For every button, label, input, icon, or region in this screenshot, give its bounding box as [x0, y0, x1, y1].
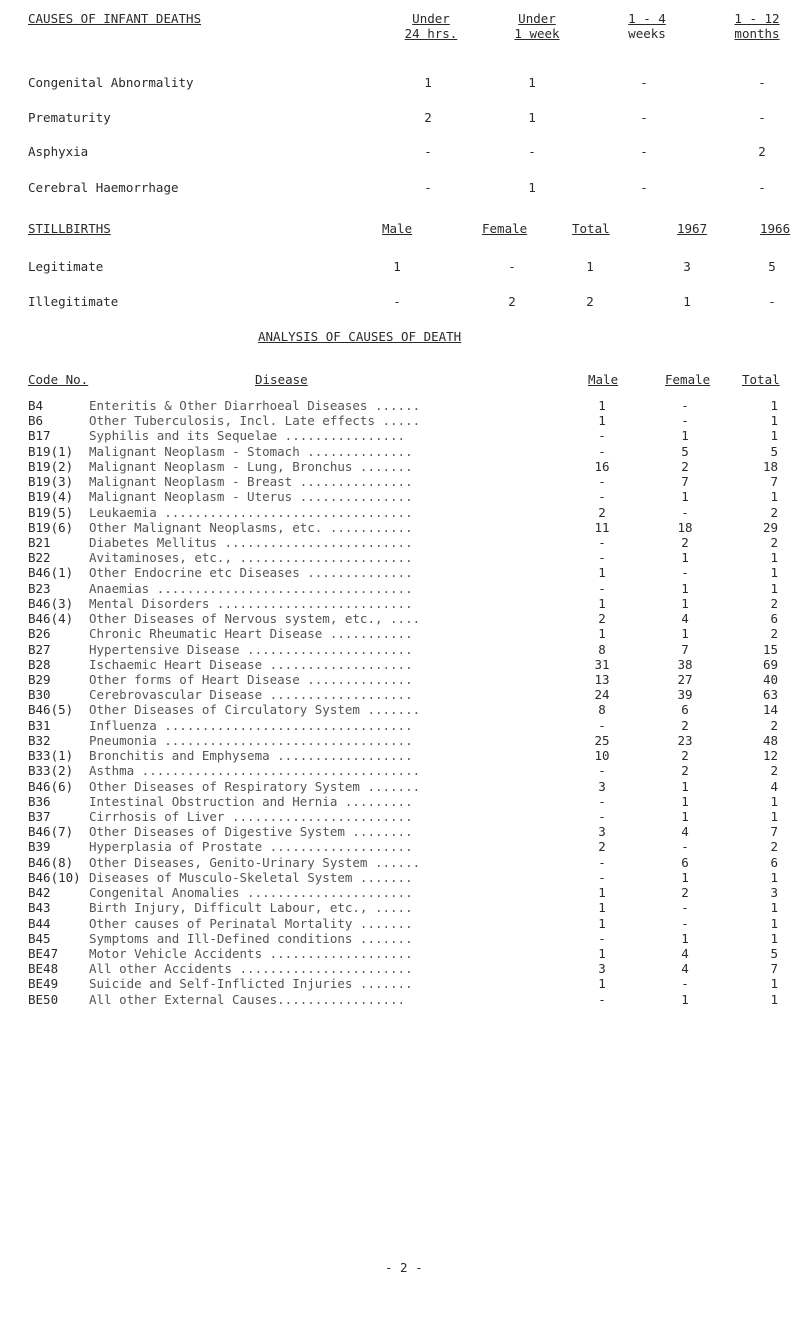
female-cell: 2	[681, 748, 689, 764]
total-cell: 48	[762, 732, 778, 748]
code-cell: B32	[28, 732, 51, 748]
male-cell: -	[598, 869, 606, 885]
disease-cell: Birth Injury, Difficult Labour, etc., .....	[89, 900, 413, 916]
table-row	[0, 992, 800, 1008]
disease-cell: Ischaemic Heart Disease ...................	[89, 656, 413, 672]
table-row	[0, 398, 800, 414]
male-cell: 2	[598, 839, 606, 855]
disease-cell: Other Diseases of Digestive System ........	[89, 824, 413, 840]
total-cell: 2	[770, 626, 778, 642]
table-row	[0, 809, 800, 825]
total-cell: 7	[770, 824, 778, 840]
total-cell: 1	[770, 915, 778, 931]
total-cell: 1	[770, 869, 778, 885]
disease-cell: Leukaemia .................................	[89, 504, 413, 520]
disease-cell: Anaemias ..................................	[89, 580, 413, 596]
female-cell: -	[681, 398, 689, 413]
table-row	[0, 885, 800, 901]
table-row	[0, 535, 800, 551]
female-cell: 1	[681, 991, 689, 1007]
male-cell: 1	[598, 915, 606, 931]
code-cell: B43	[28, 900, 51, 916]
disease-cell: Diseases of Musculo-Skeletal System .......	[89, 869, 413, 885]
female-cell: 2	[681, 717, 689, 733]
male-cell: 3	[598, 824, 606, 840]
male-cell: -	[598, 550, 606, 566]
table-row	[0, 565, 800, 581]
male-cell: 3	[598, 778, 606, 794]
infant-deaths-title: CAUSES OF INFANT DEATHS	[28, 11, 202, 26]
disease-cell: Other Diseases of Respiratory System .......	[89, 778, 421, 794]
code-cell: B46(5)	[28, 702, 74, 718]
total-cell: 1	[770, 428, 778, 444]
total-cell: 7	[770, 474, 778, 490]
total-cell: 6	[770, 854, 778, 870]
total-cell: 2	[770, 504, 778, 520]
total-cell: 12	[762, 748, 778, 764]
disease-cell: All other Accidents .......................	[89, 961, 413, 977]
table-row	[0, 870, 800, 886]
male-cell: -	[598, 991, 606, 1007]
female-cell: 1	[681, 808, 689, 824]
analysis-title: ANALYSIS OF CAUSES OF DEATH	[258, 329, 462, 344]
male-cell: -	[598, 580, 606, 596]
female-cell: 2	[681, 535, 689, 550]
code-cell: BE47	[28, 945, 59, 961]
code-cell: B6	[28, 413, 44, 429]
total-cell: 1	[770, 413, 778, 429]
disease-cell: Other Endocrine etc Diseases ..............	[89, 565, 413, 581]
total-cell: 7	[770, 961, 778, 977]
disease-cell: Other causes of Perinatal Mortality .......	[89, 915, 413, 931]
total-cell: 5	[770, 945, 778, 961]
female-cell: 1	[681, 550, 689, 566]
disease-cell: Cirrhosis of Liver ........................	[89, 808, 413, 824]
total-cell: 40	[762, 672, 778, 687]
total-cell: 4	[770, 778, 778, 794]
male-cell: 3	[598, 961, 606, 977]
total-cell: 2	[770, 839, 778, 855]
female-cell: 1	[681, 793, 689, 809]
male-cell: -	[598, 763, 606, 779]
disease-cell: Enteritis & Other Diarrhoeal Diseases ......	[89, 398, 421, 413]
code-cell: B19(5)	[28, 504, 74, 520]
male-cell: 31	[594, 656, 610, 672]
table-row	[0, 976, 800, 992]
female-cell: 4	[681, 611, 689, 627]
disease-cell: Other Malignant Neoplasms, etc. ...........	[89, 519, 413, 535]
table-row	[0, 702, 800, 718]
col-1-12-months: 1 - 12 months	[734, 11, 780, 41]
male-cell: 1	[598, 595, 606, 611]
male-cell: 1	[598, 900, 606, 916]
analysis-header: Code No. Disease Male Female Total	[28, 372, 780, 387]
male-cell: 8	[598, 702, 606, 718]
female-cell: -	[681, 839, 689, 855]
total-cell: 1	[770, 991, 778, 1007]
table-row	[0, 763, 800, 779]
total-cell: 14	[762, 702, 778, 718]
table-row	[0, 839, 800, 855]
male-cell: 25	[594, 732, 610, 748]
table-row	[0, 916, 800, 932]
disease-cell: Malignant Neoplasm - Uterus ...............	[89, 489, 413, 505]
table-row	[0, 779, 800, 795]
table-row	[0, 520, 800, 536]
male-cell: 2	[598, 611, 606, 627]
table-row	[0, 687, 800, 703]
male-cell: 11	[594, 519, 610, 535]
male-cell: 1	[598, 945, 606, 961]
total-cell: 1	[770, 930, 778, 946]
male-cell: -	[598, 474, 606, 490]
male-cell: -	[598, 535, 606, 550]
disease-cell: Symptoms and Ill-Defined conditions .......	[89, 930, 413, 946]
table-row	[0, 444, 800, 460]
code-cell: B45	[28, 930, 51, 946]
female-cell: 1	[681, 930, 689, 946]
table-row	[0, 657, 800, 673]
female-cell: 18	[677, 519, 693, 535]
code-cell: B19(6)	[28, 519, 74, 535]
disease-cell: Diabetes Mellitus .........................	[89, 535, 413, 550]
stillbirths-title: STILLBIRTHS	[28, 221, 111, 236]
total-cell: 1	[770, 976, 778, 992]
table-row	[0, 672, 800, 688]
code-cell: BE49	[28, 976, 59, 992]
female-cell: 2	[681, 885, 689, 900]
female-cell: 38	[677, 656, 693, 672]
female-cell: 1	[681, 626, 689, 642]
disease-cell: Motor Vehicle Accidents ...................	[89, 945, 413, 961]
code-cell: B46(1)	[28, 565, 74, 581]
code-cell: B27	[28, 641, 51, 657]
table-row	[0, 824, 800, 840]
stillbirths-row: Illegitimate - 2 2 1 -	[28, 294, 776, 309]
disease-cell: Hypertensive Disease ......................	[89, 641, 413, 657]
code-cell: B33(2)	[28, 763, 74, 779]
male-cell: 1	[598, 398, 606, 413]
female-cell: 4	[681, 824, 689, 840]
code-cell: B19(4)	[28, 489, 74, 505]
female-cell: 23	[677, 732, 693, 748]
total-cell: 15	[762, 641, 778, 657]
table-row	[0, 596, 800, 612]
total-cell: 1	[770, 489, 778, 505]
disease-cell: Avitaminoses, etc., .......................	[89, 550, 413, 566]
code-cell: B19(1)	[28, 443, 74, 459]
total-cell: 1	[770, 398, 778, 413]
female-cell: -	[681, 504, 689, 520]
female-cell: 2	[681, 763, 689, 779]
disease-cell: Syphilis and its Sequelae ................	[89, 428, 406, 444]
infant-row: Congenital Abnormality 1 1 - -	[28, 75, 766, 90]
female-cell: 27	[677, 672, 693, 687]
table-row	[0, 961, 800, 977]
male-cell: 1	[598, 626, 606, 642]
disease-cell: Chronic Rheumatic Heart Disease ...........	[89, 626, 413, 642]
stillbirths-row: Legitimate 1 - 1 3 5	[28, 259, 776, 274]
disease-cell: Other Diseases of Circulatory System .......	[89, 702, 421, 718]
code-cell: BE50	[28, 991, 59, 1007]
male-cell: -	[598, 793, 606, 809]
code-cell: B46(6)	[28, 778, 74, 794]
male-cell: 2	[598, 504, 606, 520]
male-cell: 1	[598, 976, 606, 992]
table-row	[0, 718, 800, 734]
table-row	[0, 489, 800, 505]
table-row	[0, 626, 800, 642]
male-cell: 1	[598, 413, 606, 429]
total-cell: 2	[770, 763, 778, 779]
table-row	[0, 505, 800, 521]
female-cell: -	[681, 900, 689, 916]
male-cell: -	[598, 930, 606, 946]
total-cell: 5	[770, 443, 778, 459]
total-cell: 6	[770, 611, 778, 627]
code-cell: B22	[28, 550, 51, 566]
male-cell: 16	[594, 458, 610, 474]
total-cell: 1	[770, 900, 778, 916]
code-cell: B30	[28, 687, 51, 703]
female-cell: 1	[681, 778, 689, 794]
female-cell: 4	[681, 961, 689, 977]
female-cell: 1	[681, 428, 689, 444]
female-cell: -	[681, 413, 689, 429]
female-cell: 6	[681, 854, 689, 870]
code-cell: B19(3)	[28, 474, 74, 490]
female-cell: 5	[681, 443, 689, 459]
total-cell: 1	[770, 808, 778, 824]
disease-cell: Other forms of Heart Disease ..............	[89, 672, 413, 687]
male-cell: 10	[594, 748, 610, 764]
code-cell: B42	[28, 885, 51, 900]
infant-row: Asphyxia - - - 2	[28, 144, 766, 159]
page-number: - 2 -	[385, 1260, 423, 1275]
code-cell: B26	[28, 626, 51, 642]
male-cell: 1	[598, 885, 606, 900]
disease-cell: Intestinal Obstruction and Hernia .........	[89, 793, 413, 809]
female-cell: 39	[677, 687, 693, 703]
disease-cell: Asthma .....................................	[89, 763, 421, 779]
total-cell: 63	[762, 687, 778, 703]
table-row	[0, 611, 800, 627]
table-row	[0, 474, 800, 490]
table-row	[0, 748, 800, 764]
disease-cell: Malignant Neoplasm - Breast ...............	[89, 474, 413, 490]
disease-cell: Other Diseases of Nervous system, etc., ....	[89, 611, 421, 627]
disease-cell: Congenital Anomalies ......................	[89, 885, 413, 900]
male-cell: 1	[598, 565, 606, 581]
disease-cell: Malignant Neoplasm - Lung, Bronchus .......	[89, 458, 413, 474]
code-cell: B46(7)	[28, 824, 74, 840]
code-cell: B46(10)	[28, 869, 81, 885]
disease-cell: All other External Causes.................	[89, 991, 406, 1007]
disease-cell: Cerebrovascular Disease ...................	[89, 687, 413, 703]
total-cell: 1	[770, 580, 778, 596]
table-row	[0, 931, 800, 947]
code-cell: B46(3)	[28, 595, 74, 611]
total-cell: 2	[770, 535, 778, 550]
disease-cell: Malignant Neoplasm - Stomach ..............	[89, 443, 413, 459]
code-cell: B37	[28, 808, 51, 824]
code-cell: B46(4)	[28, 611, 74, 627]
disease-cell: Bronchitis and Emphysema ..................	[89, 748, 413, 764]
code-cell: B28	[28, 656, 51, 672]
disease-cell: Hyperplasia of Prostate ...................	[89, 839, 413, 855]
female-cell: 1	[681, 595, 689, 611]
male-cell: -	[598, 717, 606, 733]
disease-cell: Other Diseases, Genito-Urinary System ......	[89, 854, 421, 870]
total-cell: 1	[770, 565, 778, 581]
female-cell: 2	[681, 458, 689, 474]
total-cell: 29	[762, 519, 778, 535]
col-1-4-weeks: 1 - 4 weeks	[628, 11, 666, 41]
male-cell: -	[598, 808, 606, 824]
male-cell: -	[598, 428, 606, 444]
code-cell: B17	[28, 428, 51, 444]
disease-cell: Other Tuberculosis, Incl. Late effects .....	[89, 413, 421, 429]
disease-cell: Pneumonia .................................	[89, 732, 413, 748]
table-row	[0, 550, 800, 566]
code-cell: B4	[28, 398, 44, 413]
col-under-1-week: Under 1 week	[514, 11, 560, 41]
code-cell: B36	[28, 793, 51, 809]
code-cell: B19(2)	[28, 458, 74, 474]
disease-cell: Influenza .................................	[89, 717, 413, 733]
table-row	[0, 459, 800, 475]
code-cell: B21	[28, 535, 51, 550]
code-cell: B46(8)	[28, 854, 74, 870]
total-cell: 2	[770, 717, 778, 733]
table-row	[0, 794, 800, 810]
total-cell: 2	[770, 595, 778, 611]
infant-row: Prematurity 2 1 - -	[28, 110, 766, 125]
stillbirths-header: STILLBIRTHS Male Female Total 1967 1966	[28, 221, 791, 236]
total-cell: 1	[770, 793, 778, 809]
code-cell: B39	[28, 839, 51, 855]
col-under-24hrs: Under 24 hrs.	[404, 11, 458, 41]
female-cell: -	[681, 915, 689, 931]
disease-cell: Suicide and Self-Inflicted Injuries .......	[89, 976, 413, 992]
female-cell: 6	[681, 702, 689, 718]
table-row	[0, 413, 800, 429]
male-cell: 13	[594, 672, 610, 687]
code-cell: B31	[28, 717, 51, 733]
female-cell: 4	[681, 945, 689, 961]
code-cell: B29	[28, 672, 51, 687]
table-row	[0, 428, 800, 444]
infant-row: Cerebral Haemorrhage - 1 - -	[28, 180, 766, 195]
total-cell: 1	[770, 550, 778, 566]
table-row	[0, 581, 800, 597]
code-cell: B23	[28, 580, 51, 596]
code-cell: BE48	[28, 961, 59, 977]
male-cell: -	[598, 854, 606, 870]
male-cell: -	[598, 443, 606, 459]
table-row	[0, 900, 800, 916]
male-cell: 24	[594, 687, 610, 703]
total-cell: 18	[762, 458, 778, 474]
code-cell: B33(1)	[28, 748, 74, 764]
table-row	[0, 642, 800, 658]
total-cell: 3	[770, 885, 778, 900]
code-cell: B44	[28, 915, 51, 931]
female-cell: 1	[681, 489, 689, 505]
table-row	[0, 855, 800, 871]
male-cell: -	[598, 489, 606, 505]
female-cell: -	[681, 565, 689, 581]
table-row	[0, 946, 800, 962]
total-cell: 69	[762, 656, 778, 672]
female-cell: -	[681, 976, 689, 992]
female-cell: 7	[681, 641, 689, 657]
female-cell: 1	[681, 580, 689, 596]
female-cell: 1	[681, 869, 689, 885]
disease-cell: Mental Disorders ..........................	[89, 595, 413, 611]
male-cell: 8	[598, 641, 606, 657]
table-row	[0, 733, 800, 749]
female-cell: 7	[681, 474, 689, 490]
